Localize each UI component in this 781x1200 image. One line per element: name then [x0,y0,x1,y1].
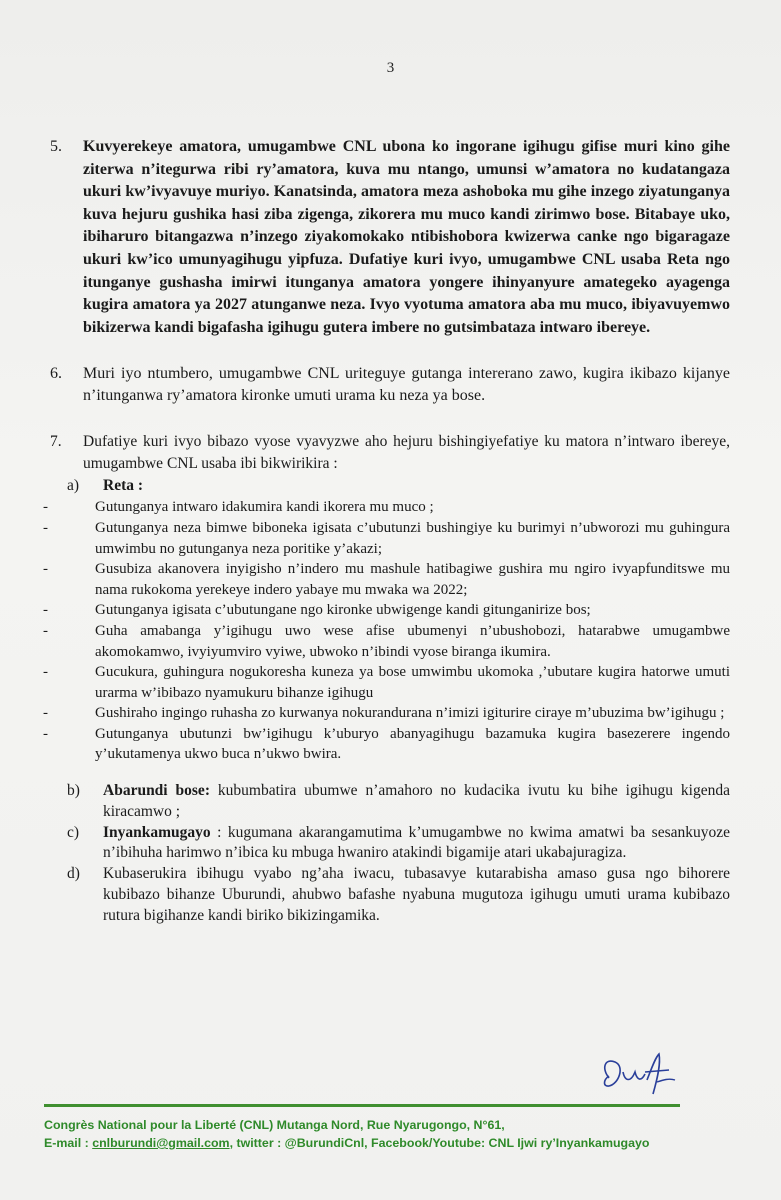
bullet-dash: - [43,561,48,578]
page-number: 3 [386,60,395,76]
bullet-dash: - [43,705,48,722]
list-item: - Gushiraho ingingo ruhasha zo kurwanya nokurandurana n’imizi igiturire ciraye m’ubuzima bw’igihugu ; [83,703,730,724]
bullet-dash: - [43,622,48,639]
sub-item-c-text: : kugumana akarangamutima k’umugambwe no kwima amatwi ba sesankuyoze n’ibihuha harimwo n’ibica ku mbuga hwaniro atakindi bigamije atari ukabajuragiza. [103,823,730,862]
paragraph-6-number: 6. [50,365,62,383]
sub-item-d-label: d) [67,865,80,883]
list-item: - Gusubiza akanovera inyigisho n’indero mu mashule hatibagiwe gushira mu ngiro ivyapfunditswe mu nama rukokoma yerekeye indero yabaye mu mwaka wa 2022; [83,559,730,600]
paragraph-7-body [43,431,730,926]
footer [44,1116,764,1152]
footer-divider [44,1104,680,1107]
list-item: - Guha amabanga y’igihugu uwo wese afise ubumenyi n’ubushobozi, hatarabwe umugambwe akomokamwo, ivyiyumviro vyiwe, ubwoko n’ibindi vyose biranga ikumira. [83,621,730,662]
sub-item-a-title: Reta : [103,477,144,495]
sub-item-b-label: b) [67,782,80,800]
list-item: - Gutunganya ubutunzi bw’igihugu k’uburyo abanyagihugu bazamuka kugira basezerere ingendo y’ukutamenya ukwo buca n’ukwo bwira. [83,724,730,765]
paragraph-7 [43,431,730,926]
reta-demands-list [43,497,730,765]
footer-email-label: E-mail : [44,1136,93,1150]
list-item: - Gucukura, guhingura nogukoresha kuneza ya bose umwimbu ukomoka ,’ubutare kugira hatorwe umuti urarma w’ibibazo nyamukuru bihanze igihugu [83,662,730,703]
sub-item-c-label: c) [67,823,80,841]
paragraph-5-number: 5. [50,138,62,155]
footer-email-link[interactable]: cnlburundi@gmail.com [92,1136,230,1150]
paragraph-6-text: Muri iyo ntumbero, umugambwe CNL uriteguye gutanga intererano zawo, kugira ikibazo kijanye n’itunganwa ry’amatora kironke umuti urama ku neza ya bose. [83,365,730,405]
document-body [43,136,730,927]
paragraph-5-text: Kuvyerekeye amatora, umugambwe CNL ubona ko ingorane igihugu gifise muri kino gihe ziterwa n’itegurwa ribi ry’amatora, kuva mu ntango, umunsi w’amatora no kudatangaza ukuri kw’ivyavuye muriyo. Kanatsinda, amatora meza ashoboka mu gihe inzego ziyatunganya kuva hejuru gushika hasi ziba zigenga, zikorera mu muco kandi zirimwo bose. Bitabaye uko, ibiharuro bitangazwa n’inzego ziyakomokako ntibishobora kwizerwa canke ngo bigaragaze ukuri kw’ico umunyagihugu yipfuza. Dufatiye kuri ivyo, umugambwe CNL usaba Reta ngo itunganye gushasha imirwi itunganya amatora yongere ihinyanyure amategeko ayagenga kugira amatora ya 2027 atunganwe neza. Ivyo vyotuma amatora aba mu muco, ibiyavuyemwo bikizerwa kandi bigafasha igihugu gutera imbere no gutsimbataza intwaro ibereye. [83,138,730,336]
bullet-dash: - [43,499,48,516]
handwritten-signature [595,1050,685,1100]
list-item: - Gutunganya igisata c’ubutungane ngo kironke ubwigenge kandi gitunganirize bos; [83,600,730,621]
sub-item-c [67,823,730,865]
sub-item-d-text: Kubaserukira ibihugu vyabo ng’aha iwacu, tubasavye kutarabisha amaso gusa ngo bihorere kubibazo bihanze Uburundi, ahubwo bafashe nyabuna mugutoza igihugu umuti urama kubibazo rutura bigihanze kandi biriko bikizingamika. [103,865,730,924]
sub-item-b-title: Abarundi bose: [103,782,210,800]
sub-item-a [67,475,730,497]
paragraph-7-intro: Dufatiye kuri ivyo bibazo vyose vyavyzwe aho hejuru bishingiyefatiye ku matora n’intwaro ibereye, umugambwe CNL usaba ibi bikwirikira : [83,433,730,473]
bullet-dash: - [43,725,48,742]
list-item: - Gutunganya intwaro idakumira kandi ikorera mu muco ; [83,497,730,518]
footer-social: , twitter : @BurundiCnl, Facebook/Youtube: CNL Ijwi ry’Inyankamugayo [229,1136,650,1150]
footer-address: Congrès National pour la Liberté (CNL) Mutanga Nord, Rue Nyarugongo, N°61, [44,1118,505,1132]
paragraph-5 [50,136,730,339]
list-item: - Gutunganya neza bimwe biboneka igisata c’ubutunzi bushingiye ku burimyi n’ubworozi mu guhingura umwimbu no gutunganya neza poritike y’akazi; [83,518,730,559]
paragraph-7-number: 7. [50,433,62,451]
sub-item-c-title: Inyankamugayo [103,823,211,841]
bullet-dash: - [43,664,48,681]
sub-item-d [67,864,730,926]
sub-item-b [67,781,730,823]
paragraph-6 [50,363,730,407]
bullet-dash: - [43,519,48,536]
footer-contacts [44,1134,764,1152]
sub-item-a-label: a) [67,477,80,495]
bullet-dash: - [43,602,48,619]
sub-item-b-text: kubumbatira ubumwe n’amahoro no kudacika ivutu ku bihe igihugu kigenda kiracamwo ; [103,782,730,820]
